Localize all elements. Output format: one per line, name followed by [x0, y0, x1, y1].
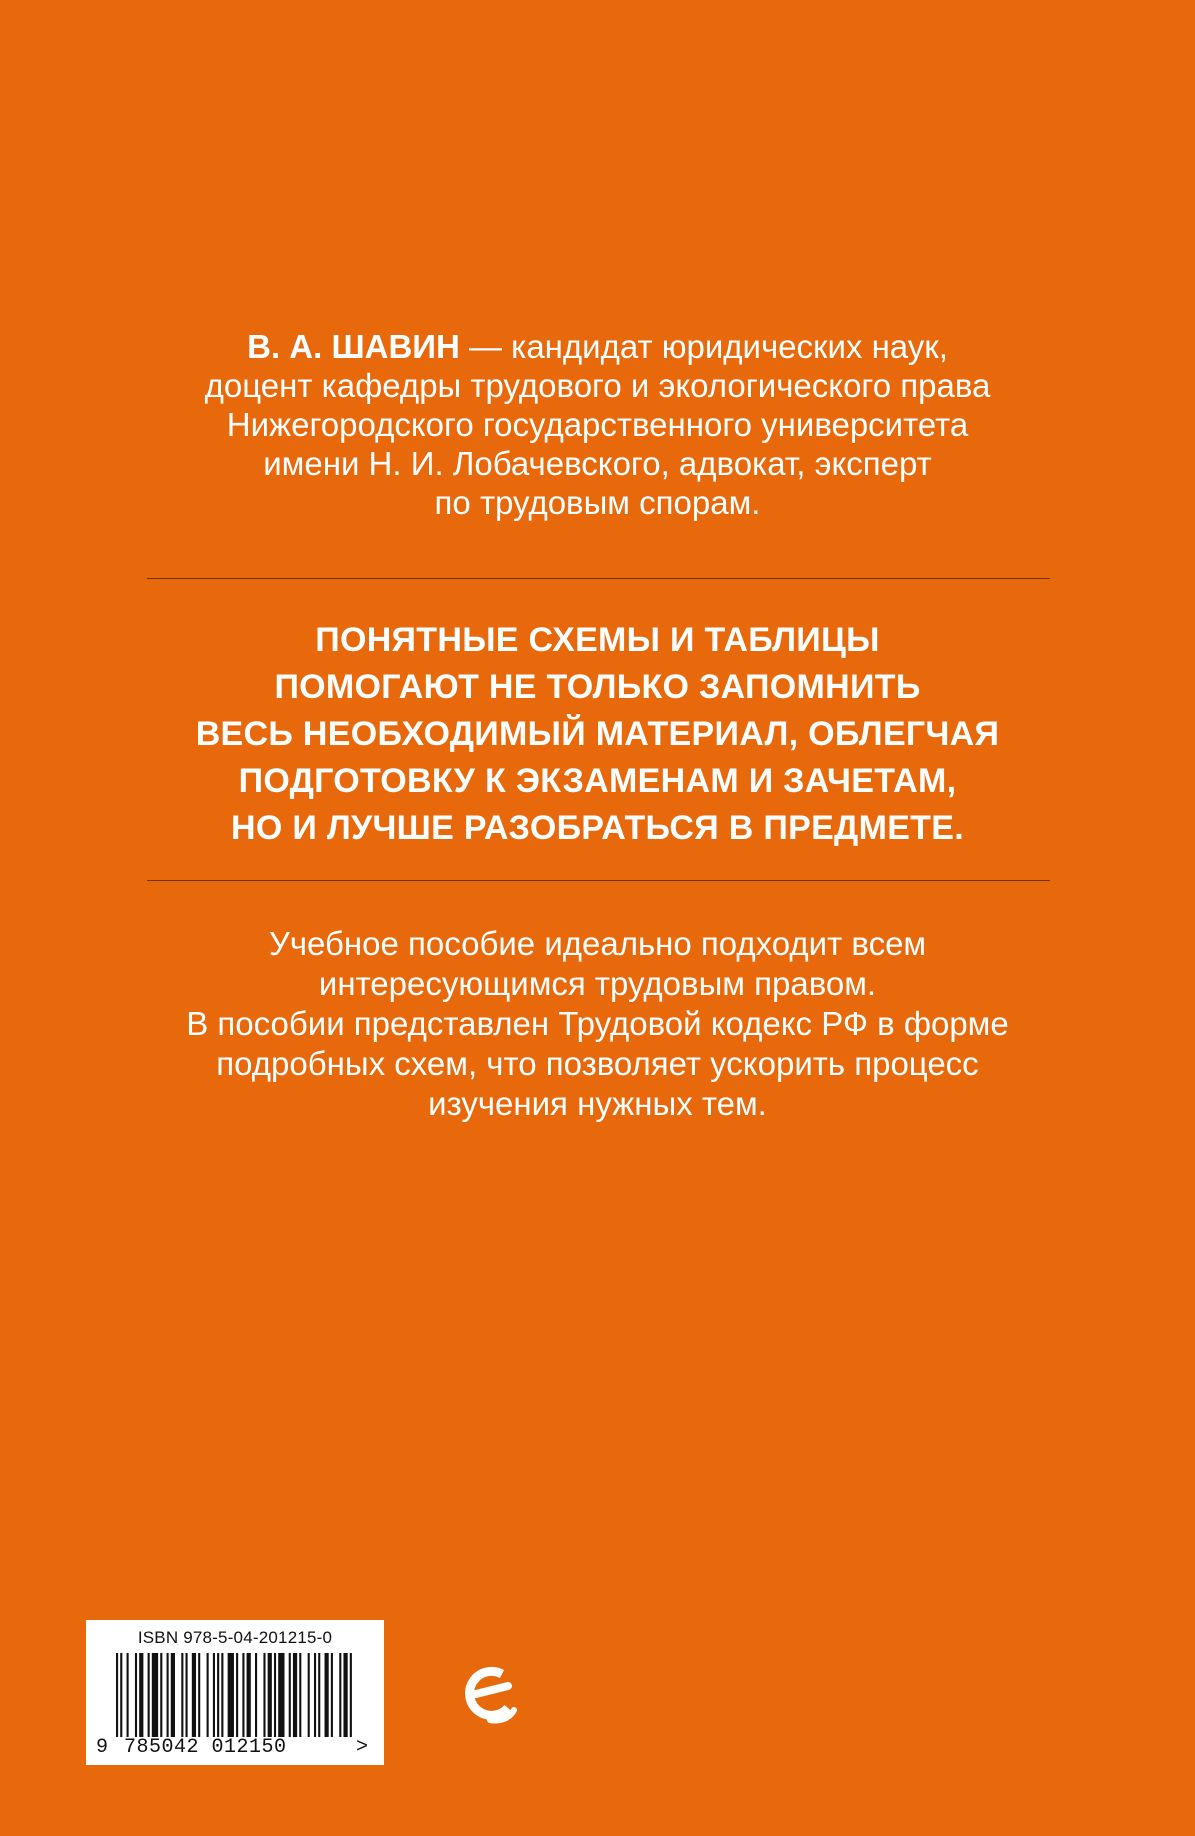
barcode-bar [148, 1653, 150, 1737]
description-line: подробных схем, что позволяет ускорить процесс [216, 1045, 979, 1082]
barcode-bar [217, 1653, 219, 1737]
barcode-bar [268, 1653, 272, 1737]
headline-line: ПОНЯТНЫЕ СХЕМЫ И ТАБЛИЦЫ [315, 621, 880, 659]
description-line: интересующимся трудовым правом. [318, 965, 877, 1002]
barcode-bar [350, 1653, 352, 1737]
barcode-bar [207, 1653, 209, 1737]
barcode-bar [171, 1653, 175, 1737]
barcode-bar [213, 1653, 215, 1737]
headline [100, 617, 1095, 852]
divider-top [147, 578, 1050, 579]
headline-line: ПОДГОТОВКУ К ЭКЗАМЕНАМ И ЗАЧЕТАМ, [238, 762, 957, 800]
barcode-bar [263, 1653, 265, 1737]
description [100, 924, 1095, 1124]
barcode-bar [135, 1653, 137, 1737]
barcode-bar [242, 1653, 244, 1737]
barcode-bar [120, 1653, 122, 1737]
barcode-bar [181, 1653, 183, 1737]
barcode-digits: 785042 012150 [124, 1736, 287, 1759]
barcode-bar [152, 1653, 158, 1737]
barcode-bar [236, 1653, 238, 1737]
barcode-bar [192, 1653, 196, 1737]
barcode-arrow: > [356, 1736, 369, 1759]
barcode-bar [308, 1653, 310, 1737]
barcode-bar [198, 1653, 200, 1737]
author-bio-line: по трудовым спорам. [434, 484, 761, 521]
author-bio-line: доцент кафедры трудового и экологического права [204, 367, 991, 404]
isbn-label: ISBN 978-5-04-201215-0 [137, 1628, 333, 1647]
barcode-bar [278, 1653, 284, 1737]
barcode-bar [167, 1653, 169, 1737]
description-line: изучения нужных тем. [428, 1085, 767, 1122]
eksmo-logo-icon [462, 1664, 518, 1726]
barcode-bar [299, 1653, 301, 1737]
author-name: В. А. ШАВИН [247, 328, 460, 365]
barcode-bar [255, 1653, 257, 1737]
barcode-bar [318, 1653, 320, 1737]
barcode-bar [314, 1653, 316, 1737]
barcode-bar [139, 1653, 143, 1737]
barcode-bar [160, 1653, 162, 1737]
barcode-bar [293, 1653, 297, 1737]
description-line: Учебное пособие идеально подходит всем [268, 925, 927, 962]
barcode-bar [339, 1653, 341, 1737]
barcode-icon [116, 1653, 354, 1737]
barcode-bar [274, 1653, 276, 1737]
author-bio-first: — кандидат юридических наук, [459, 328, 948, 365]
headline-line: ПОМОГАЮТ НЕ ТОЛЬКО ЗАПОМНИТЬ [274, 668, 921, 706]
description-line: В пособии представлен Трудовой кодекс РФ в форме [186, 1005, 1009, 1042]
barcode-bar [289, 1653, 291, 1737]
barcode-bar [221, 1653, 223, 1737]
barcode-bar [186, 1653, 188, 1737]
barcode-bar [127, 1653, 129, 1737]
author-bio-line-1 [100, 327, 1095, 366]
barcode-bar [247, 1653, 251, 1737]
headline-line: НО И ЛУЧШЕ РАЗОБРАТЬСЯ В ПРЕДМЕТЕ. [231, 809, 964, 847]
barcode-first-digit: 9 [96, 1736, 109, 1759]
barcode-bar [343, 1653, 347, 1737]
divider-bottom [147, 880, 1050, 881]
author-bio-line: имени Н. И. Лобачевского, адвокат, эксперт [263, 445, 932, 482]
barcode-bar [325, 1653, 329, 1737]
headline-line: ВЕСЬ НЕОБХОДИМЫЙ МАТЕРИАЛ, ОБЛЕГЧАЯ [195, 715, 1000, 753]
author-bio-line: Нижегородского государственного университета [226, 406, 969, 443]
barcode-bar [116, 1653, 118, 1737]
isbn-barcode-box [86, 1620, 384, 1765]
barcode-bar [228, 1653, 234, 1737]
author-bio [100, 327, 1095, 522]
barcode-bar [331, 1653, 333, 1737]
